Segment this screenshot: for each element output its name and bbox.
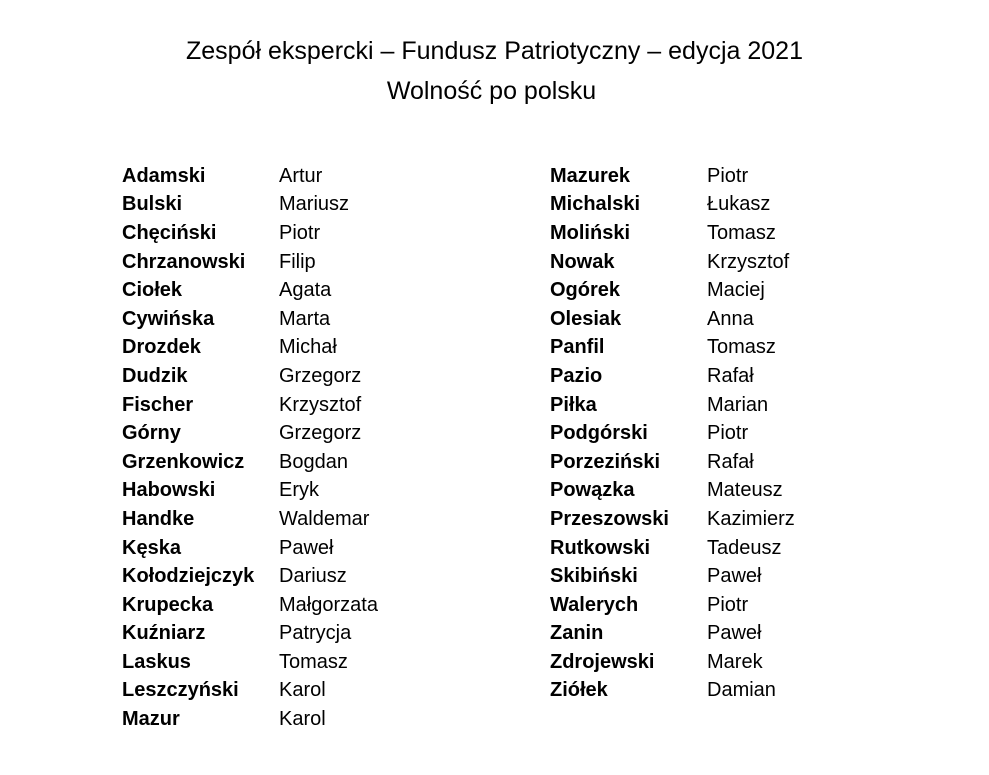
list-item (122, 591, 378, 620)
surname: Mazur (122, 708, 180, 731)
list-item (122, 305, 378, 334)
surname: Chrzanowski (122, 250, 246, 273)
first-name: Maciej (707, 279, 765, 302)
list-item (550, 276, 795, 305)
first-name: Tomasz (707, 336, 776, 359)
first-name: Grzegorz (279, 364, 362, 387)
surname: Powązka (550, 479, 635, 502)
surname: Krupecka (122, 593, 214, 616)
first-name: Eryk (279, 479, 319, 502)
list-item (550, 648, 795, 677)
surname: Przeszowski (550, 507, 669, 530)
list-item (122, 419, 378, 448)
list-item (550, 505, 795, 534)
list-item (550, 362, 795, 391)
first-name: Tadeusz (707, 536, 782, 559)
surname: Kuźniarz (122, 622, 206, 645)
first-name: Dariusz (279, 565, 347, 588)
first-name: Tomasz (707, 221, 776, 244)
surname: Fischer (122, 393, 194, 416)
first-name: Rafał (707, 450, 754, 473)
surname: Ziółek (550, 679, 608, 702)
list-item (122, 534, 378, 563)
first-name: Kazimierz (707, 507, 795, 530)
list-item (550, 305, 795, 334)
surname: Kołodziejczyk (122, 565, 255, 588)
first-name: Damian (707, 679, 776, 702)
surname: Rutkowski (550, 536, 651, 559)
first-name: Anna (707, 307, 754, 330)
list-item (122, 191, 378, 220)
page-title: Zespół ekspercki – Fundusz Patriotyczny – edycja 2021 (186, 37, 803, 65)
surname: Dudzik (122, 364, 188, 387)
name-list-left (122, 162, 378, 734)
first-name: Paweł (707, 565, 762, 588)
surname: Piłka (550, 393, 597, 416)
list-item (550, 334, 795, 363)
list-item (550, 162, 795, 191)
surname: Chęciński (122, 221, 217, 244)
list-item (550, 562, 795, 591)
surname: Kęska (122, 536, 181, 559)
first-name: Paweł (707, 622, 762, 645)
list-item (550, 191, 795, 220)
list-item (550, 677, 795, 706)
list-item (122, 562, 378, 591)
list-item (122, 391, 378, 420)
list-item (122, 362, 378, 391)
surname: Ciołek (122, 279, 183, 302)
list-item (122, 648, 378, 677)
list-item (122, 505, 378, 534)
list-item (122, 477, 378, 506)
first-name: Piotr (707, 164, 749, 187)
list-item (550, 477, 795, 506)
list-item (550, 448, 795, 477)
first-name: Krzysztof (707, 250, 790, 273)
first-name: Paweł (279, 536, 334, 559)
list-item (550, 391, 795, 420)
surname: Górny (122, 422, 181, 445)
list-item (550, 219, 795, 248)
first-name: Bogdan (279, 450, 348, 473)
page-subtitle: Wolność po polsku (386, 77, 597, 105)
first-name: Małgorzata (279, 593, 378, 616)
surname: Pazio (550, 364, 603, 387)
list-item (122, 276, 378, 305)
first-name: Piotr (279, 221, 321, 244)
surname: Cywińska (122, 307, 215, 330)
first-name: Łukasz (707, 193, 771, 216)
name-list-right (550, 162, 795, 705)
surname: Zdrojewski (550, 650, 655, 673)
first-name: Tomasz (279, 650, 348, 673)
list-item (122, 705, 378, 734)
first-name: Agata (279, 279, 332, 302)
list-item (550, 419, 795, 448)
first-name: Artur (279, 164, 323, 187)
first-name: Rafał (707, 364, 754, 387)
surname: Moliński (550, 221, 631, 244)
surname: Bulski (122, 193, 183, 216)
surname: Nowak (550, 250, 615, 273)
first-name: Waldemar (279, 507, 370, 530)
list-item (550, 248, 795, 277)
surname: Leszczyński (122, 679, 239, 702)
first-name: Michał (279, 336, 337, 359)
surname: Olesiak (550, 307, 622, 330)
first-name: Filip (279, 250, 316, 273)
first-name: Mateusz (707, 479, 783, 502)
list-item (122, 248, 378, 277)
list-item (122, 677, 378, 706)
surname: Michalski (550, 193, 641, 216)
first-name: Patrycja (279, 622, 352, 645)
first-name: Marian (707, 393, 769, 416)
list-item (122, 620, 378, 649)
first-name: Karol (279, 679, 326, 702)
list-item (550, 591, 795, 620)
surname: Grzenkowicz (122, 450, 245, 473)
first-name: Karol (279, 708, 326, 731)
first-name: Mariusz (279, 193, 350, 216)
first-name: Grzegorz (279, 422, 362, 445)
surname: Handke (122, 507, 195, 530)
surname: Porzeziński (550, 450, 661, 473)
surname: Panfil (550, 336, 605, 359)
list-item (122, 448, 378, 477)
surname: Mazurek (550, 164, 631, 187)
list-item (122, 162, 378, 191)
first-name: Piotr (707, 422, 749, 445)
surname: Skibiński (550, 565, 638, 588)
surname: Podgórski (550, 422, 648, 445)
list-item (122, 219, 378, 248)
first-name: Marta (279, 307, 331, 330)
surname: Drozdek (122, 336, 201, 359)
list-item (550, 534, 795, 563)
first-name: Marek (707, 650, 763, 673)
surname: Adamski (122, 164, 206, 187)
first-name: Krzysztof (279, 393, 362, 416)
surname: Habowski (122, 479, 216, 502)
list-item (550, 620, 795, 649)
surname: Laskus (122, 650, 191, 673)
list-item (122, 334, 378, 363)
surname: Zanin (550, 622, 604, 645)
surname: Ogórek (550, 279, 621, 302)
surname: Walerych (550, 593, 639, 616)
first-name: Piotr (707, 593, 749, 616)
